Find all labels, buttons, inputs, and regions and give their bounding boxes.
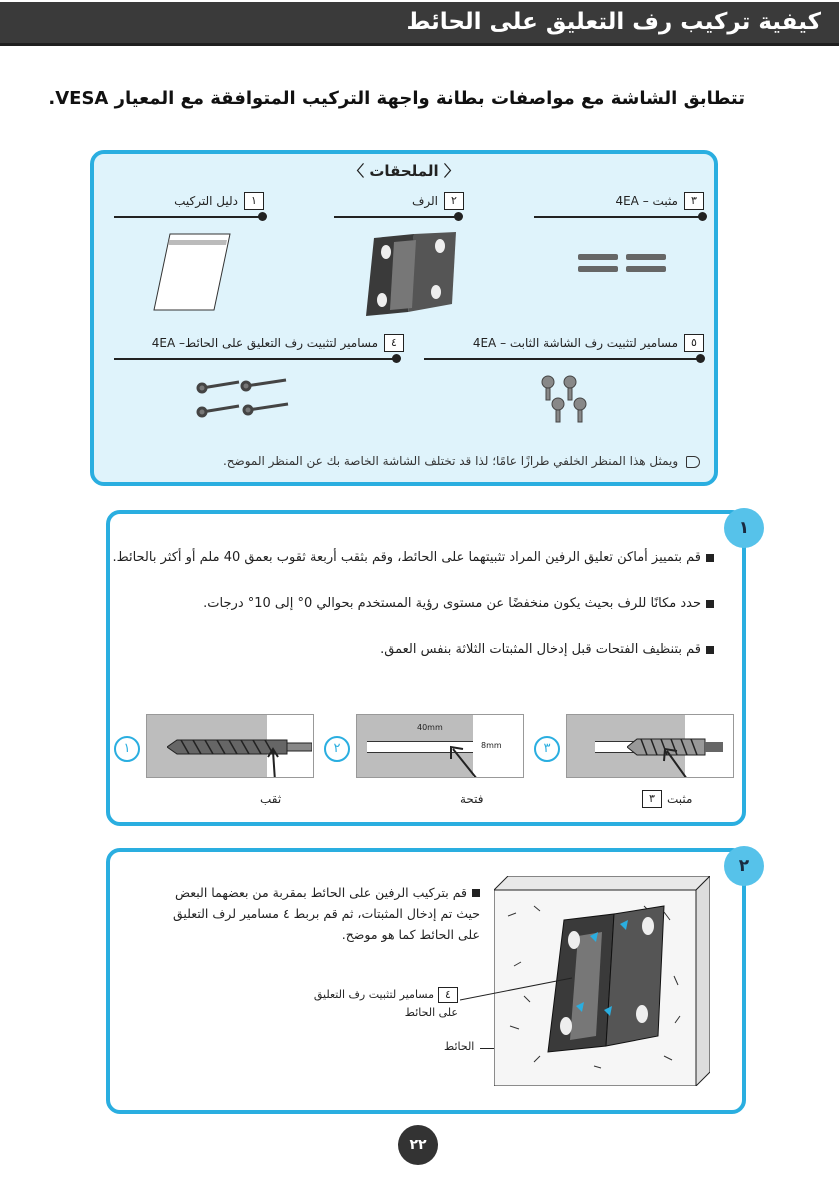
wall-label: الحائط xyxy=(444,1040,475,1053)
item-label: الرف xyxy=(411,194,438,208)
wall-screws-illustration xyxy=(194,376,294,426)
step2-box xyxy=(106,848,750,1114)
accessories-title: 〈 الملحقات 〉 xyxy=(349,162,459,180)
drill-bit-icon xyxy=(167,737,312,757)
note-text: ويمثل هذا المنظر الخلفي طرازًا عامًا؛ لذا قد تختلف الشاشة الخاصة بك عن المنظر الموضح. xyxy=(222,454,679,468)
step1-bullet-1: قم بتمييز أماكن تعليق الرفين المراد تثبيتهما على الحائط، وقم بثقب أربعة ثقوب بعمق 40 ملم أو أكثر بالحائط. xyxy=(112,550,714,565)
item-number: ٤ xyxy=(384,334,404,352)
accessories-box xyxy=(90,150,718,486)
screw-label: ٤ مسامير لتثبيت رف التعليق على الحائط xyxy=(313,988,458,1019)
item-number: ٢ xyxy=(444,192,464,210)
step1-bullet-2: حدد مكانًا للرف بحيث يكون منخفضًا عن مستوى رؤية المستخدم بحوالي 0° إلى 10° درجات. xyxy=(203,596,714,611)
manual-illustration xyxy=(152,232,232,314)
page-title: كيفية تركيب رف التعليق على الحائط xyxy=(406,9,821,35)
anchor-caption: مثبت ٣ xyxy=(642,790,692,808)
bullet-square-icon xyxy=(706,600,714,608)
item-label: مسامير لتثبيت رف التعليق على الحائط– 4EA xyxy=(151,336,378,350)
step1-box xyxy=(106,510,750,826)
bullet-square-icon xyxy=(706,646,714,654)
accessory-wall-screws xyxy=(114,334,404,434)
item-number: ١ xyxy=(244,192,264,210)
step2-text: قم بتركيب الرفين على الحائط بمقربة من بعضهما البعض حيث تم إدخال المثبتات، ثم قم بربط ٤ مسامير لرف التعليق على الحائط كما هو موضح. xyxy=(172,885,480,942)
accessory-anchors xyxy=(534,192,704,322)
anchor-panel xyxy=(566,714,734,778)
hole-diameter-label: 8mm xyxy=(481,741,502,750)
bracket-illustration xyxy=(354,232,459,317)
item-number: ٥ xyxy=(684,334,704,352)
drill-caption: ثقب xyxy=(260,792,282,806)
step1-bullet-3: قم بتنظيف الفتحات قبل إدخال المثبتات الثلاثة بنفس العمق. xyxy=(380,642,714,657)
step1-badge: ١ xyxy=(724,508,764,548)
item-label: مثبت – 4EA xyxy=(615,194,678,208)
page-header xyxy=(0,2,839,46)
panel1-number: ١ xyxy=(114,736,140,762)
hole-caption: فتحة xyxy=(460,792,484,806)
page-number: ٢٢ xyxy=(398,1125,438,1165)
vesa-subtitle: تتطابق الشاشة مع مواصفات بطانة واجهة التركيب المتوافقة مع المعيار VESA. xyxy=(48,88,745,109)
anchor-caption-number: ٣ xyxy=(642,790,662,808)
bullet-square-icon xyxy=(706,554,714,562)
accessory-bracket xyxy=(334,192,464,322)
accessory-monitor-screws xyxy=(424,334,704,434)
item-number: ٣ xyxy=(684,192,704,210)
hole-depth-label: 40mm xyxy=(417,723,443,732)
item-label: دليل التركيب xyxy=(174,194,238,208)
item-label: مسامير لتثبيت رف الشاشة الثابت – 4EA xyxy=(472,336,678,350)
anchors-illustration xyxy=(574,250,674,280)
bullet-square-icon xyxy=(472,889,480,897)
hole-panel xyxy=(356,714,524,778)
panel3-number: ٣ xyxy=(534,736,560,762)
accessory-manual xyxy=(114,192,264,322)
rear-view-note xyxy=(223,454,700,468)
drill-panel xyxy=(146,714,314,778)
panel2-number: ٢ xyxy=(324,736,350,762)
monitor-screws-illustration xyxy=(536,374,596,434)
step2-badge: ٢ xyxy=(724,846,764,886)
pointer-hand-icon xyxy=(686,456,700,468)
